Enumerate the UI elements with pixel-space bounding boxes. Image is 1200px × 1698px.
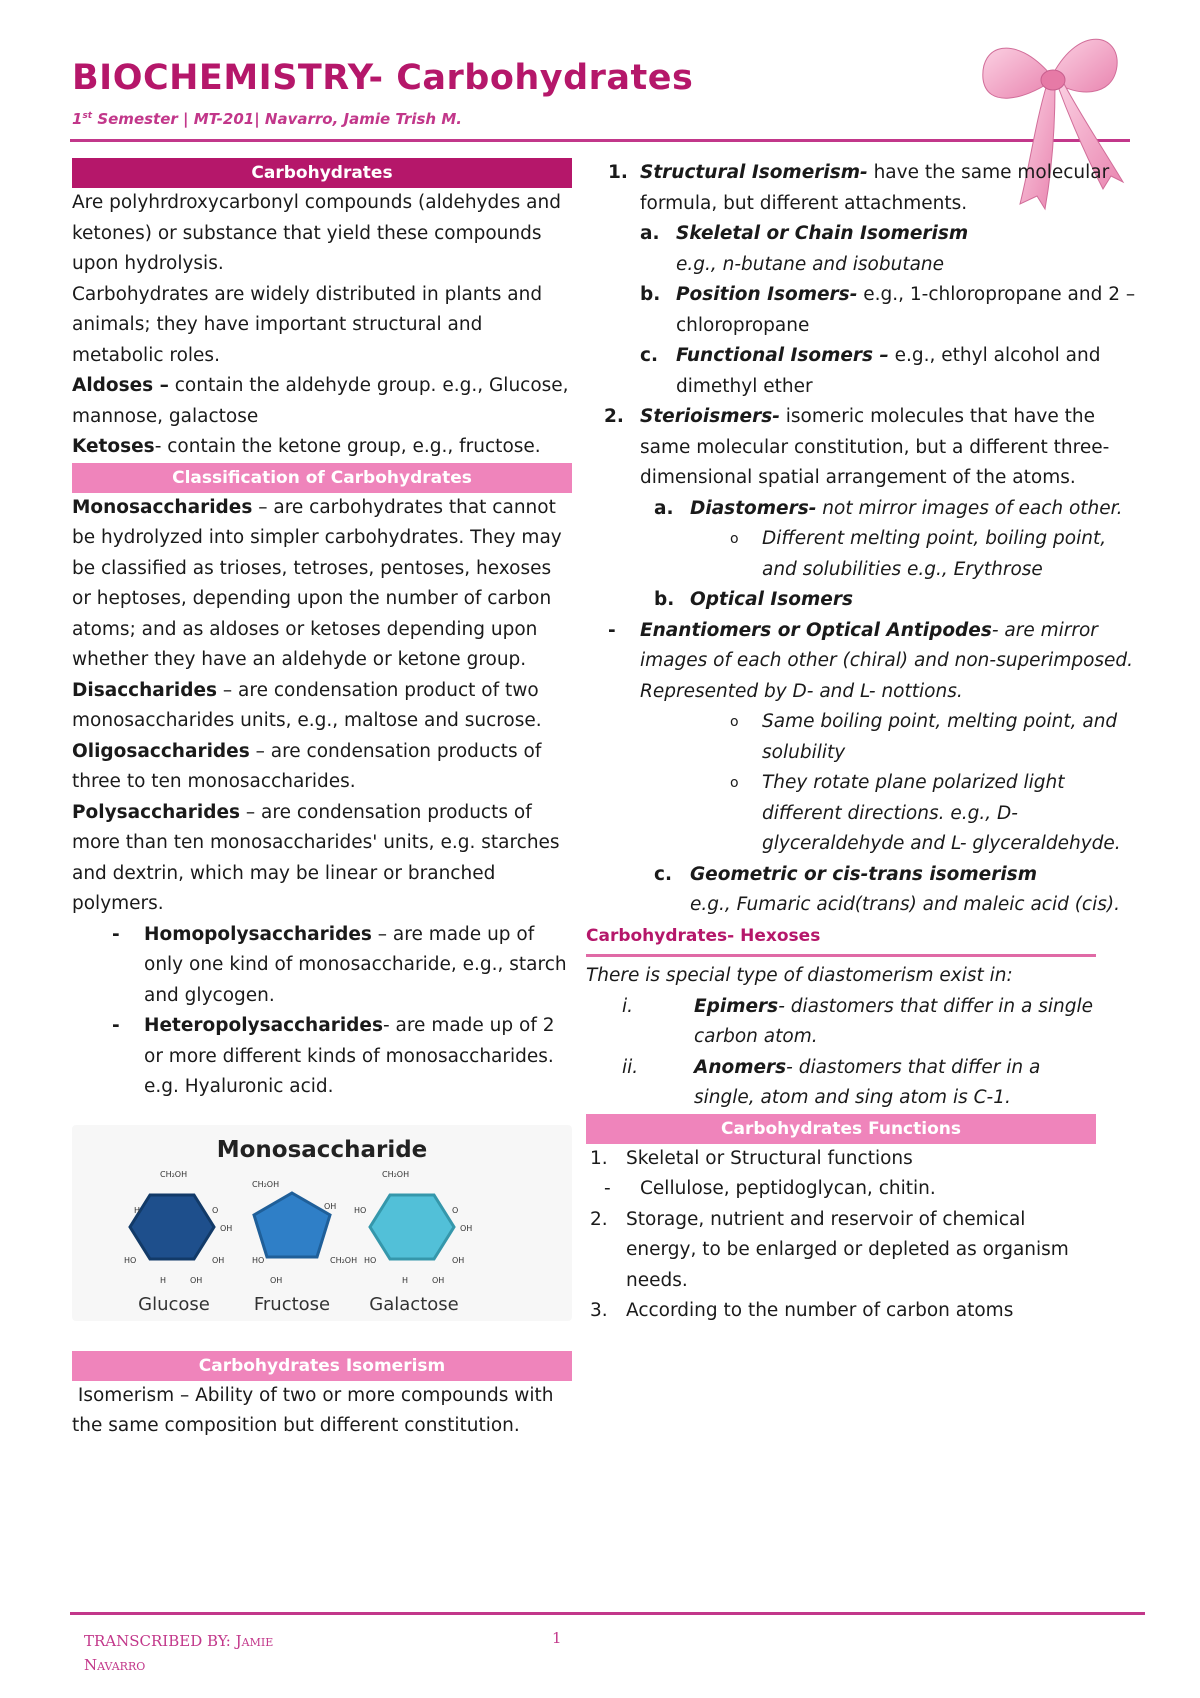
- list-item: b. Position Isomers- e.g., 1-chloropropane and 2 – chloropropane: [640, 284, 1136, 336]
- header-rule: [70, 139, 1130, 142]
- hexoses-section: Carbohydrates- Hexoses There is special type of diastomerism exist in: i. Epimers- diastomers that differ in a single carbon atom. ii. Anomers- diastomers that differ in a single, atom and sing atom is C-1. Carbohydrates Functions 1. Skeletal or Structural functions - Cellulose, peptidoglycan, chitin. 2. Storage, nutrient and reservoir of chemical energy, to be enlarged or depleted as organism needs. 3. According to the number of carbon atoms: [586, 921, 1096, 1327]
- galactose-label: Galactose: [369, 1293, 459, 1315]
- hexoses-title: Carbohydrates- Hexoses: [586, 925, 821, 946]
- carb-distribution: Carbohydrates are widely distributed in plants and animals; they have important structural and metabolic roles.: [72, 283, 543, 366]
- carbohydrates-header: Carbohydrates: [72, 158, 572, 188]
- svg-text:O: O: [212, 1205, 219, 1215]
- glucose-label: Glucose: [138, 1293, 210, 1315]
- list-item: 2. Sterioismers- isomeric molecules that have the same molecular constitution, but a different three-dimensional spatial arrangement of the atoms.: [604, 406, 1110, 488]
- monosaccharides-def: Monosaccharides – are carbohydrates that cannot be hydrolyzed into simpler carbohydrates. They may be classified as trioses, tetroses, pentoses, hexoses or heptoses, depending upon the number of carbon atoms; and as aldoses or ketoses depending upon whether they have an aldehyde or ketone group.: [72, 496, 562, 670]
- fructose-label: Fructose: [253, 1293, 331, 1315]
- galactose-ring: [370, 1195, 454, 1259]
- aldoses-def: Aldoses – contain the aldehyde group. e.g., Glucose, mannose, galactose: [72, 375, 569, 427]
- svg-text:OH: OH: [460, 1223, 473, 1233]
- monosaccharide-structures: [72, 1165, 572, 1295]
- disaccharides-def: Disaccharides – are condensation product of two monosaccharides units, e.g., maltose and sucrose.: [72, 679, 542, 731]
- list-item: 3. According to the number of carbon atoms: [590, 1300, 1014, 1321]
- isomerism-header: Carbohydrates Isomerism: [72, 1351, 572, 1381]
- list-item: - Cellulose, peptidoglycan, chitin.: [604, 1178, 936, 1199]
- svg-text:HO: HO: [354, 1205, 367, 1215]
- list-item: o Same boiling point, melting point, and solubility: [730, 711, 1118, 763]
- list-item: o Different melting point, boiling point, and solubilities e.g., Erythrose: [730, 528, 1107, 580]
- list-item: c. Functional Isomers – e.g., ethyl alcohol and dimethyl ether: [640, 345, 1101, 397]
- svg-text:CH₂OH: CH₂OH: [382, 1169, 410, 1179]
- svg-text:HO: HO: [364, 1255, 377, 1265]
- svg-text:H: H: [160, 1275, 167, 1285]
- list-item: 1. Structural Isomerism- have the same molecular formula, but different attachments.: [608, 162, 1110, 214]
- page-number: 1: [552, 1629, 562, 1647]
- glucose-ring: [130, 1195, 214, 1259]
- svg-text:OH: OH: [220, 1223, 233, 1233]
- fructose-ring: [254, 1193, 330, 1257]
- classification-header: Classification of Carbohydrates: [72, 463, 572, 493]
- list-item: b. Optical Isomers: [654, 589, 853, 610]
- list-item: ii. Anomers- diastomers that differ in a single, atom and sing atom is C-1.: [622, 1056, 1041, 1108]
- list-item: c. Geometric or cis-trans isomerism e.g., Fumaric acid(trans) and maleic acid (cis).: [654, 863, 1120, 915]
- figure-title: Monosaccharide: [216, 1136, 428, 1163]
- svg-text:OH: OH: [432, 1275, 445, 1285]
- list-item: a. Diastomers- not mirror images of each other.: [654, 497, 1123, 519]
- svg-text:H: H: [134, 1205, 141, 1215]
- list-item: - Enantiomers or Optical Antipodes- are mirror images of each other (chiral) and non-superimposed. Represented by D- and L- nottions.: [608, 619, 1134, 702]
- page-title: BIOCHEMISTRY- Carbohydrates: [72, 58, 694, 98]
- polysaccharides-def: Polysaccharides – are condensation products of more than ten monosaccharides' units, e.g. starches and dextrin, which may be linear or branched polymers.: [72, 801, 560, 914]
- list-item: o They rotate plane polarized light different directions. e.g., D- glyceraldehyde and L- glyceraldehyde.: [730, 772, 1121, 854]
- isomerism-def: Isomerism – Ability of two or more compounds with the same composition but different constitution.: [72, 1384, 560, 1436]
- right-column: [586, 158, 1140, 1327]
- list-item: 2. Storage, nutrient and reservoir of chemical energy, to be enlarged or depleted as organism needs.: [590, 1208, 1069, 1291]
- svg-text:H: H: [402, 1275, 409, 1285]
- list-item: - Heteropolysaccharides- are made up of 2 or more different kinds of monosaccharides. e.g. Hyaluronic acid.: [112, 1015, 555, 1097]
- page-subtitle: 1st Semester | MT-201| Navarro, Jamie Trish M.: [72, 110, 462, 128]
- left-column: [72, 158, 572, 1442]
- functions-header: Carbohydrates Functions: [586, 1114, 1096, 1144]
- svg-text:OH: OH: [190, 1275, 203, 1285]
- svg-text:CH₂OH: CH₂OH: [252, 1179, 280, 1189]
- list-item: 1. Skeletal or Structural functions: [590, 1147, 913, 1169]
- hexoses-rule: [586, 954, 1096, 957]
- carb-intro: Are polyhrdroxycarbonyl compounds (aldehydes and ketones) or substance that yield these compounds upon hydrolysis.: [72, 192, 561, 274]
- svg-text:CH₂OH: CH₂OH: [160, 1169, 188, 1179]
- footer-rule: [70, 1612, 1145, 1615]
- svg-text:HO: HO: [252, 1255, 265, 1265]
- oligosaccharides-def: Oligosaccharides – are condensation products of three to ten monosaccharides.: [72, 740, 542, 792]
- svg-text:OH: OH: [212, 1255, 225, 1265]
- svg-text:OH: OH: [270, 1275, 283, 1285]
- svg-text:CH₂OH: CH₂OH: [330, 1255, 358, 1265]
- ketoses-def: Ketoses- contain the ketone group, e.g., fructose.: [72, 436, 541, 457]
- svg-text:O: O: [452, 1205, 459, 1215]
- svg-text:OH: OH: [452, 1255, 465, 1265]
- svg-text:OH: OH: [324, 1201, 337, 1211]
- svg-text:HO: HO: [124, 1255, 137, 1265]
- transcribed-by: TRANSCRIBED BY: Jamie Navarro: [84, 1632, 274, 1674]
- list-item: - Homopolysaccharides – are made up of only one kind of monosaccharide, e.g., starch and glycogen.: [112, 923, 567, 1006]
- monosaccharide-figure: [72, 1125, 572, 1321]
- list-item: a. Skeletal or Chain Isomerism e.g., n-butane and isobutane: [640, 223, 969, 275]
- list-item: i. Epimers- diastomers that differ in a single carbon atom.: [622, 995, 1093, 1047]
